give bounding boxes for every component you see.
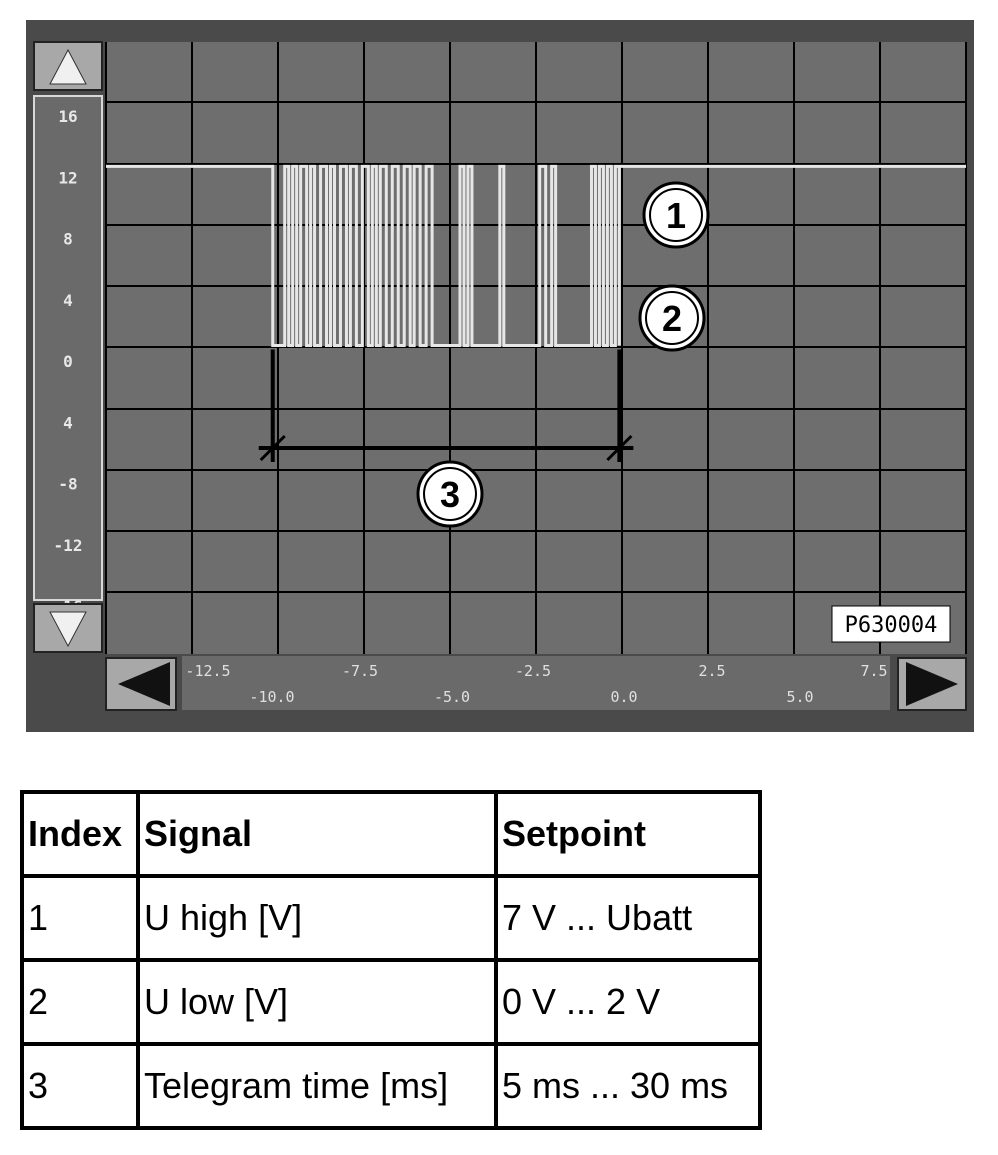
header-signal: Signal (138, 792, 496, 876)
y-tick-label: 4 (63, 413, 73, 433)
y-tick-label: 8 (63, 229, 73, 249)
row-setpoint: 7 V ... Ubatt (496, 876, 760, 960)
row-setpoint: 5 ms ... 30 ms (496, 1044, 760, 1128)
y-tick-label: -12 (53, 535, 83, 555)
x-tick-label-top: 7.5 (860, 662, 888, 680)
scroll-down-button[interactable] (34, 604, 102, 652)
callout-1-label: 1 (665, 195, 687, 236)
callout-2-label: 2 (661, 298, 683, 339)
callout-1 (644, 183, 708, 247)
scroll-left-button[interactable] (106, 658, 176, 710)
table-header-row (22, 792, 760, 876)
x-tick-label-top: -12.5 (185, 662, 231, 680)
y-tick-label: 4 (63, 290, 73, 310)
row-signal: Telegram time [ms] (138, 1044, 496, 1128)
row-index: 1 (22, 876, 138, 960)
table-row (22, 1044, 760, 1128)
x-tick-label-bottom: -5.0 (433, 688, 471, 706)
header-index: Index (22, 792, 138, 876)
row-setpoint: 0 V ... 2 V (496, 960, 760, 1044)
x-tick-label-top: -2.5 (514, 662, 552, 680)
row-signal: U high [V] (138, 876, 496, 960)
header-setpoint: Setpoint (496, 792, 760, 876)
row-index: 3 (22, 1044, 138, 1128)
scope-id-label (832, 606, 950, 642)
callout-3-label: 3 (439, 474, 461, 515)
scope-id-text: P630004 (844, 613, 938, 638)
x-tick-label-bottom: 5.0 (786, 688, 814, 706)
y-tick-label: -8 (58, 474, 78, 494)
x-tick-label-top: -7.5 (341, 662, 379, 680)
x-tick-label-bottom: -10.0 (249, 688, 295, 706)
callout-2 (640, 286, 704, 350)
y-tick-label: 16 (58, 107, 78, 126)
x-tick-label-top: 2.5 (698, 662, 726, 680)
signal-table (20, 790, 762, 1130)
callout-3 (418, 462, 482, 526)
scroll-up-button[interactable] (34, 42, 102, 90)
y-tick-label: 0 (63, 352, 73, 371)
scroll-right-button[interactable] (898, 658, 966, 710)
table-row (22, 876, 760, 960)
row-index: 2 (22, 960, 138, 1044)
table-row (22, 960, 760, 1044)
y-tick-label: 12 (58, 168, 78, 188)
row-signal: U low [V] (138, 960, 496, 1044)
x-tick-label-bottom: 0.0 (610, 688, 638, 706)
